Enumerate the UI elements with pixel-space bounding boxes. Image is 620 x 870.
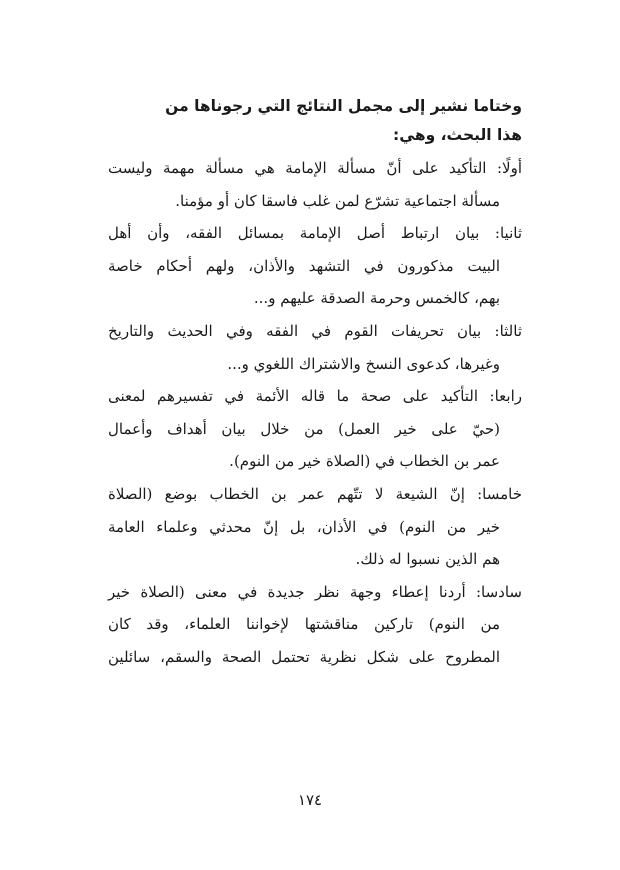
text-line: خامسا: إنّ الشيعة لا تتّهم عمر بن الخطاب بوضع (الصلاة — [108, 484, 522, 503]
text-line: (حيّ على خير العمل) من خلال بيان أهداف وأعمال — [108, 419, 500, 438]
paragraph-fifth — [108, 478, 522, 576]
text-line: خير من النوم) في الأذان، بل إنّ محدثي وعلماء العامة — [108, 517, 500, 536]
page-body — [108, 92, 522, 674]
text-line: عمر بن الخطاب في (الصلاة خير من النوم). — [229, 452, 500, 471]
paragraph-third — [108, 315, 522, 380]
heading-line-2: هذا البحث، وهي: — [393, 126, 522, 144]
paragraph-first — [108, 152, 522, 217]
text-line: من النوم) تاركين مناقشتها لإخواننا العلماء، وقد كان — [108, 615, 500, 634]
text-line: بهم، كالخمس وحرمة الصدقة عليهم و... — [253, 289, 500, 308]
heading-line-1: وختاما نشير إلى مجمل النتائج التي رجوناها من — [165, 97, 522, 115]
text-line: مسألة اجتماعية تشرّع لمن غلب فاسقا كان أو مؤمنا. — [175, 191, 500, 210]
page-number: ١٧٤ — [297, 791, 323, 809]
paragraph-fourth — [108, 380, 522, 478]
text-line: هم الذين نسبوا له ذلك. — [355, 550, 500, 569]
text-line: ثانيا: بيان ارتباط أصل الإمامة بمسائل الفقه، وأن أهل — [108, 224, 522, 243]
text-line: أولًا: التأكيد على أنّ مسألة الإمامة هي مسألة مهمة وليست — [108, 159, 522, 177]
text-line: البيت مذكورون في التشهد والأذان، ولهم أحكام خاصة — [108, 256, 500, 275]
paragraph-second — [108, 217, 522, 315]
text-line: ثالثا: بيان تحريفات القوم في الفقه وفي الحديث والتاريخ — [108, 321, 522, 340]
text-line: وغيرها، كدعوى النسخ والاشتراك اللغوي و... — [227, 354, 500, 373]
text-line: رابعا: التأكيد على صحة ما قاله الأئمة في تفسيرهم لمعنى — [108, 387, 522, 406]
text-line: المطروح على شكل نظرية تحتمل الصحة والسقم، سائلين — [108, 647, 500, 666]
section-heading — [108, 92, 522, 150]
text-line: سادسا: أردنا إعطاء وجهة نظر جديدة في معنى (الصلاة خير — [108, 582, 522, 601]
paragraph-sixth — [108, 576, 522, 674]
